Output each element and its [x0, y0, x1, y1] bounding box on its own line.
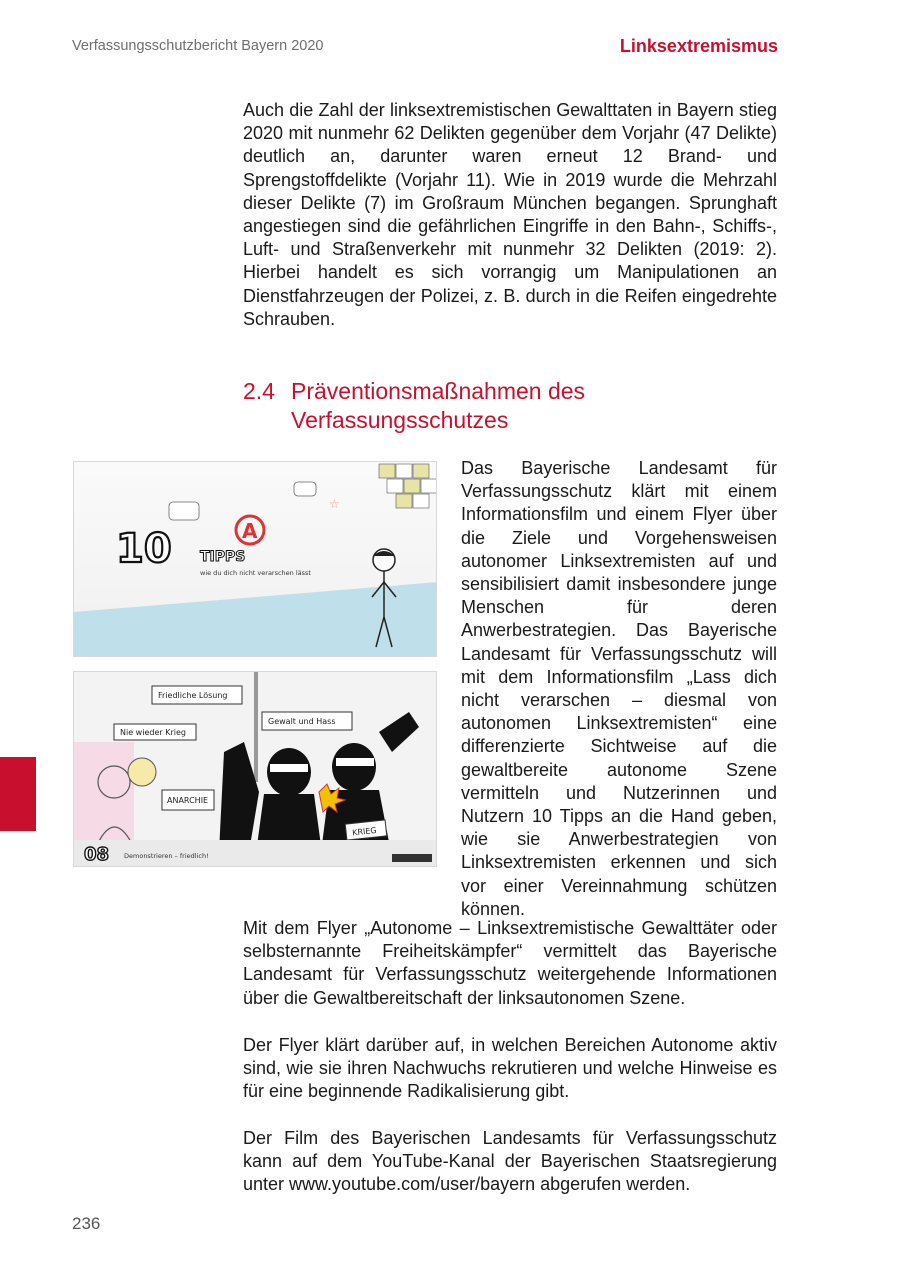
body-paragraph-2: Der Flyer klärt darüber auf, in welchen Bereichen Autonome aktiv sind, wie sie ihren Nachwuchs rekrutieren und welche Hinweise es für eine beginnende Radikalisierung gibt. [243, 1035, 777, 1102]
section-heading [243, 377, 783, 435]
body-text-block-2 [243, 1034, 777, 1104]
title-card-illustration [74, 462, 437, 657]
tip-caption: Demonstrieren – friedlich! [124, 852, 209, 860]
title-subtitle: wie du dich nicht verarschen lässt [200, 569, 311, 577]
film-still-demo-scene [73, 671, 437, 867]
section-number: 2.4 [243, 378, 275, 404]
demo-scene-illustration [74, 672, 437, 867]
section-title: Präventionsmaßnahmen des Verfassungsschutzes [291, 378, 586, 433]
title-word: TIPPS [200, 549, 246, 565]
svg-text:A: A [242, 519, 258, 543]
side-paragraph: Das Bayerische Landesamt für Verfassungsschutz klärt mit einem Informationsfilm und einem Flyer über die Ziele und Vorgehensweisen autonomer Linksextremisten auf und sensibilisiert damit insbesondere junge Menschen für deren Anwerbestrategien. Das Bayerische Landesamt für Verfassungsschutz will mit dem Informationsfilm „Lass dich nicht verarschen – diesmal von autonomen Linksextremisten“ eine differenzierte Sichtweise auf die gewaltbereite autonome Szene vermitteln und Nutzerinnen und Nutzern 10 Tipps an die Hand geben, wie sie Anwerbestrategien von Linksextremisten erkennen und sich vor einer Vereinnahmung schützen können. [461, 458, 777, 919]
sign-krieg: KRIEG [351, 825, 377, 838]
running-header-section: Linksextremismus [619, 36, 778, 56]
sign-no-war: Nie wieder Krieg [120, 728, 186, 737]
svg-text:☆: ☆ [329, 497, 340, 511]
sign-peaceful: Friedliche Lösung [158, 691, 228, 700]
film-stills-figure [73, 461, 437, 867]
intro-text-block [243, 99, 777, 331]
body-text-block-3 [243, 1127, 777, 1197]
tip-number: 08 [84, 844, 110, 865]
body-text-block [243, 917, 777, 1010]
body-paragraph-1: Mit dem Flyer „Autonome – Linksextremistische Gewalttäter oder selbsternannte Freiheitskämpfer“ vermittelt das Bayerische Landesamt für Verfassungsschutz weitergehende Informationen über die Gewaltbereitschaft der linksautonomen Szene. [243, 918, 777, 1008]
title-big-number: 10 [116, 526, 172, 572]
side-text-block [461, 457, 777, 921]
body-paragraph-3: Der Film des Bayerischen Landesamts für Verfassungsschutz kann auf dem YouTube-Kanal der Bayerischen Staatsregierung unter www.youtube.com/user/bayern abgerufen werden. [243, 1128, 777, 1195]
intro-paragraph: Auch die Zahl der linksextremistischen Gewalttaten in Bayern stieg 2020 mit nunmehr 62 Delikten gegenüber dem Vorjahr (47 Delikte) deutlich an, darunter waren erneut 12 Brand- und Sprengstoffdelikte (Vorjahr 11). Wie in 2019 wurde die Mehrzahl dieser Delikte (7) im Großraum München begangen. Sprunghaft angestiegen sind die gefährlichen Eingriffe in den Bahn-, Schiffs-, Luft- und Straßenverkehr mit nunmehr 32 Delikten (2019: 2). Hierbei handelt es sich vorrangig um Manipulationen an Dienstfahrzeugen der Polizei, z. B. durch in die Reifen eingedrehte Schrauben. [243, 100, 777, 329]
chapter-marker-tab [0, 757, 36, 831]
film-still-title-card [73, 461, 437, 657]
sign-violence: Gewalt und Hass [268, 717, 336, 726]
running-header-title: Verfassungsschutzbericht Bayern 2020 [72, 38, 324, 54]
sign-anarchie: ANARCHIE [167, 796, 209, 805]
page-number: 236 [72, 1214, 101, 1233]
